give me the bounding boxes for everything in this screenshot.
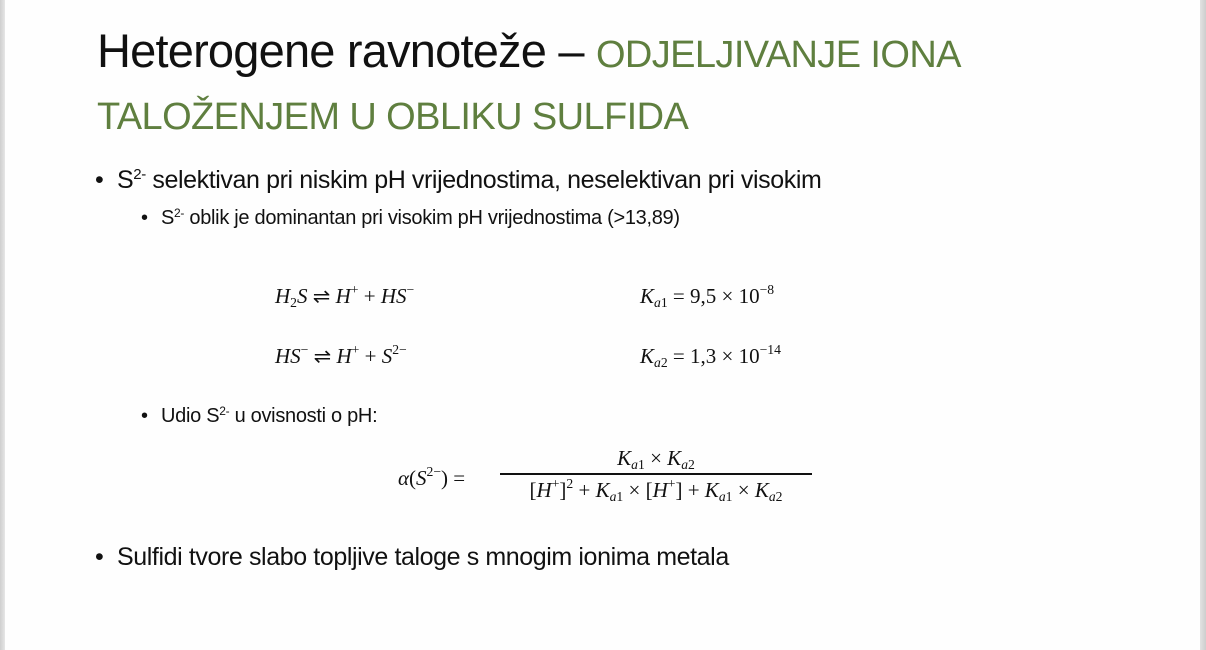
bullet-text: Sulfidi tvore slabo topljive taloge s mnogim ionima metala — [117, 543, 729, 571]
bullet-dot-icon: • — [95, 543, 104, 571]
bullet-text: selektivan pri niskim pH vrijednostima, neselektivan pri visokim — [145, 166, 822, 194]
bullet-prefix: S — [161, 207, 175, 229]
bullet-prefix: S — [117, 166, 134, 194]
page-edge-right — [1200, 0, 1206, 650]
equation-2-reaction: HS− ⇌ $H^+ + S^{2-}$ — [275, 342, 407, 368]
bullet-superscript: 2- — [133, 166, 146, 183]
title-accent-line2: TALOŽENJEM U OBLIKU SULFIDA — [97, 96, 689, 138]
fraction-numerator: $K_{a1} \times K_{a2}$ — [617, 446, 695, 473]
fraction-denominator: $[H^+]^2 + K_{a1} \times [H^+] + K_{a1} \times K_{a2}$ — [529, 475, 783, 504]
bullet-superscript: 2- — [219, 403, 230, 418]
equation-1-reaction: $H_2S$ ⇌ H+ + HS− — [275, 282, 415, 311]
bullet-superscript: 2- — [174, 205, 185, 220]
bullet-dot-icon: • — [141, 405, 148, 427]
equation-1-constant: $K_{a1} = 9,5 \times 10^{-8}$ — [640, 282, 775, 311]
sub-bullet-2 — [141, 405, 377, 428]
bullet-2 — [95, 543, 729, 572]
bullet-text: oblik je dominantan pri visokim pH vrijednostima (>13,89) — [184, 207, 680, 229]
equation-2-constant: $K_{a2} = 1,3 \times 10^{-14}$ — [640, 342, 781, 371]
bullet-dot-icon: • — [95, 166, 104, 194]
alpha-formula-lhs: $\alpha(S^{2-})$ = — [398, 464, 466, 490]
slide — [5, 0, 1200, 650]
title-main: Heterogene ravnoteže – — [97, 24, 596, 77]
title-accent-line1: ODJELJIVANJE IONA — [595, 34, 961, 76]
bullet-text: u ovisnosti o pH: — [229, 405, 378, 427]
bullet-1 — [95, 166, 821, 195]
bullet-prefix: Udio S — [161, 405, 220, 427]
sub-bullet-1 — [141, 207, 680, 230]
slide-title — [97, 22, 1097, 146]
alpha-formula-fraction — [500, 446, 812, 503]
bullet-dot-icon: • — [141, 207, 148, 229]
